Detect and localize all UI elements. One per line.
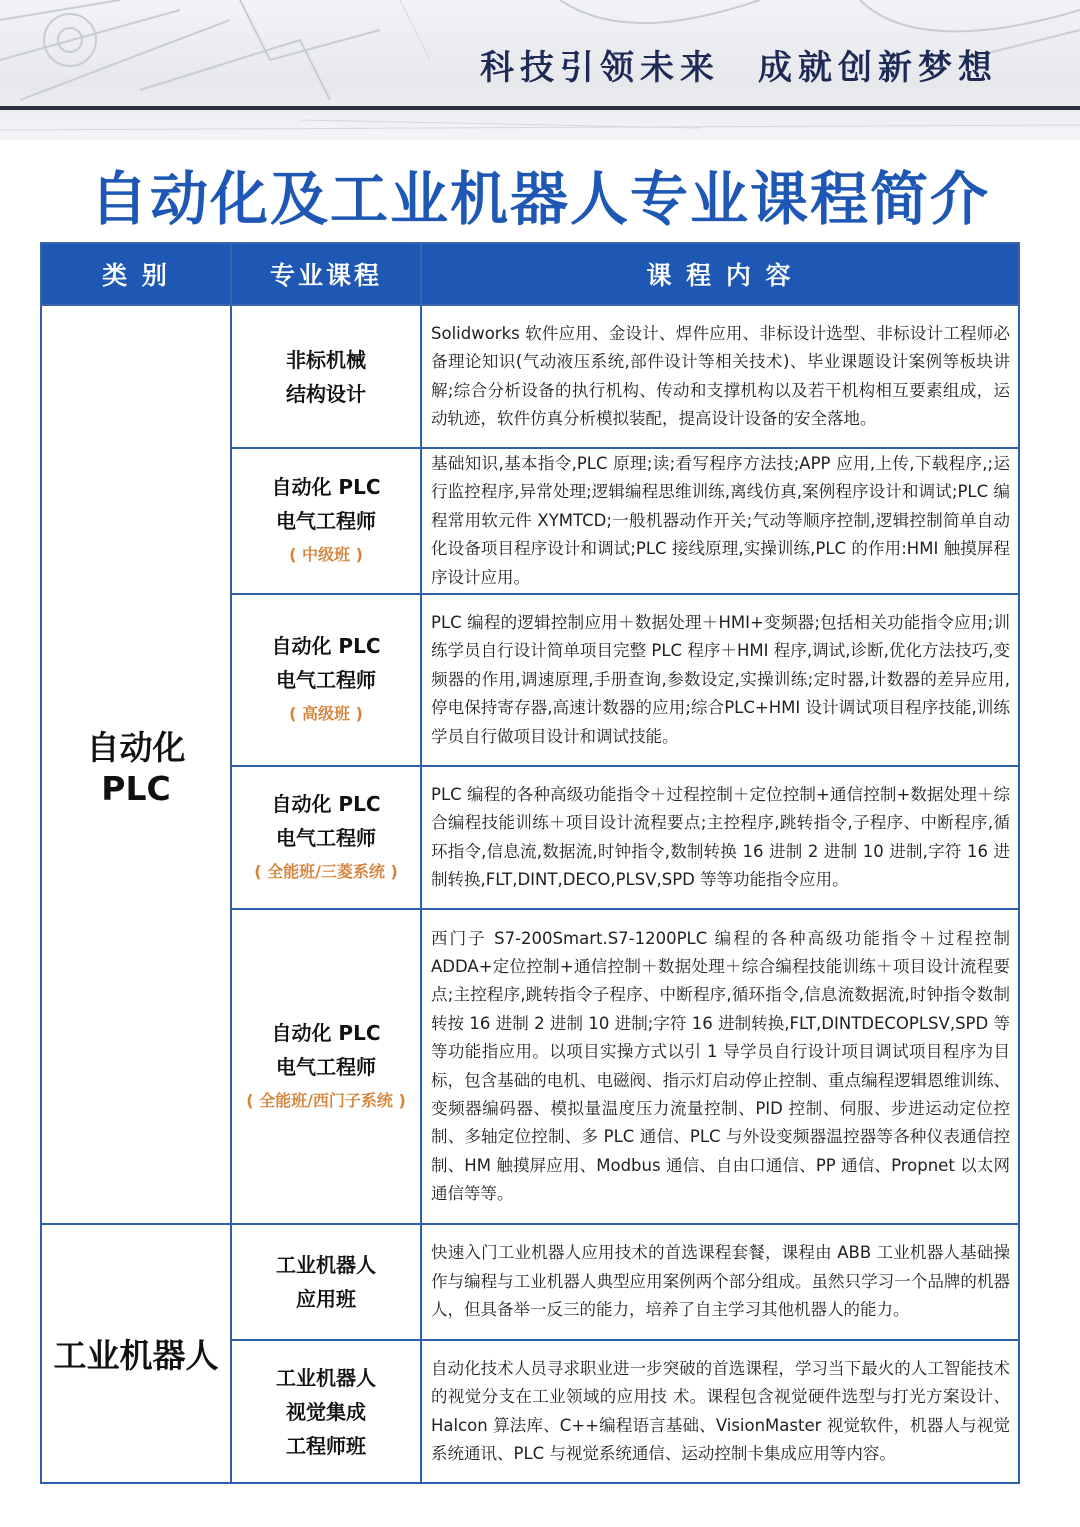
course-line: 电气工程师: [276, 668, 376, 693]
course-level: ( 高级班 ): [289, 704, 363, 724]
course-content: 自动化技术人员寻求职业进一步突破的首选课程，学习当下最火的人工智能技术的视觉分支在工业领域的应用技 术。课程包含视觉硬件选型与打光方案设计、Halcon 算法库、C++编程语言基础、VisionMaster 视觉软件，机器人与视觉系统通讯、PLC 与视觉系统通信、运动控制卡集成应用等内容。: [421, 1340, 1019, 1483]
course-line: 自动化 PLC: [271, 634, 381, 659]
course-line: 非标机械: [286, 347, 366, 372]
course-level: ( 中级班 ): [289, 545, 363, 565]
course-line: 工业机器人: [276, 1253, 376, 1278]
table-header-row: [41, 243, 1019, 305]
page-title: 自动化及工业机器人专业课程简介: [89, 165, 990, 233]
category-plc: 自动化 PLC: [41, 305, 231, 1224]
course-name: [231, 1224, 421, 1340]
course-table: [40, 242, 1020, 1484]
course-line: 自动化 PLC: [271, 791, 381, 816]
course-name: [231, 594, 421, 766]
course-content: 快速入门工业机器人应用技术的首选课程套餐，课程由 ABB 工业机器人基础操作与编程与工业机器人典型应用案例两个部分组成。虽然只学习一个品牌的机器人，但具备举一反三的能力，培养了自主学习其他机器人的能力。: [421, 1224, 1019, 1340]
table-row: [41, 305, 1019, 448]
course-line: 电气工程师: [276, 1054, 376, 1079]
course-name: [231, 909, 421, 1224]
category-robot: 工业机器人: [41, 1224, 231, 1483]
header-course: 专业课程: [231, 243, 421, 305]
course-content: PLC 编程的各种高级功能指令＋过程控制＋定位控制+通信控制+数据处理＋综合编程技能训练＋项目设计流程要点;主控程序,跳转指令,子程序、中断程序,循环指令,信息流,数据流,时钟指令,数制转换 16 进制 2 进制 10 进制,字符 16 进制转换,FLT,DINT,DECO,PLSV,SPD 等等功能指令应用。: [421, 766, 1019, 909]
course-name: [231, 448, 421, 594]
header-content: 课 程 内 容: [421, 243, 1019, 305]
course-content: 西门子 S7-200Smart.S7-1200PLC 编程的各种高级功能指令＋过程控制 ADDA+定位控制+通信控制＋数据处理＋综合编程技能训练＋项目设计流程要点;主控程序,跳转指令子程序、中断程序,循环指令,信息流数据流,时钟指令数制转按 16 进制 2 进制 10 进制;字符 16 进制转换,FLT,DINTDECOPLSV,SPD 等等功能指应用。以项目实操方式以引 1 导学员自行设计项目调试项目程序为目标，包含基础的电机、电磁阀、指示灯启动停止控制、重点编程逻辑恩维训练、变频器编码器、模拟量温度压力流量控制、PID 控制、伺服、步进运动定位控制、多轴定位控制、多 PLC 通信、PLC 与外设变频器温控器等各种仪表通信控制、HM 触摸屏应用、Modbus 通信、自由口通信、PP 通信、Propnet 以太网通信等等。: [421, 909, 1019, 1224]
course-level: ( 全能班/西门子系统 ): [246, 1090, 406, 1110]
course-name: [231, 766, 421, 909]
course-line: 电气工程师: [276, 509, 376, 534]
course-name: [231, 1340, 421, 1483]
course-name: [231, 305, 421, 448]
slogan-left: 科技引领未来: [480, 48, 720, 88]
course-level: ( 全能班/三菱系统 ): [254, 861, 398, 881]
course-line: 视觉集成: [286, 1399, 366, 1424]
course-content: Solidworks 软件应用、金设计、焊件应用、非标设计选型、非标设计工程师必备理论知识(气动液压系统,部件设计等相关技术)、毕业课题设计案例等板块讲解;综合分析设备的执行机构、传动和支撑机构以及若干机构相互要素组成，运动轨迹，软件仿真分析模拟装配，提高设计设备的安全落地。: [421, 305, 1019, 448]
course-line: 工业机器人: [276, 1365, 376, 1390]
header-banner: [0, 0, 1080, 140]
course-line: 自动化 PLC: [271, 1020, 381, 1045]
course-line: 应用班: [296, 1287, 356, 1312]
course-content: 基础知识,基本指令,PLC 原理;读;看写程序方法技;APP 应用,上传,下载程序,;运行监控程序,异常处理;逻辑编程思维训练,离线仿真,案例程序设计和调试;PLC 编程常用软元件 XYMTCD;一般机器动作开关;气动等顺序控制,逻辑控制简单自动化设备项目程序设计和调试;PLC 接线原理,实操训练,PLC 的作用:HMI 触摸屏程序设计应用。: [421, 448, 1019, 594]
course-line: 工程师班: [286, 1433, 366, 1458]
course-line: 结构设计: [286, 381, 366, 406]
course-line: 电气工程师: [276, 825, 376, 850]
course-line: 自动化 PLC: [271, 475, 381, 500]
slogan: [480, 40, 998, 89]
course-content: PLC 编程的逻辑控制应用＋数据处理＋HMI+变频器;包括相关功能指令应用;训练学员自行设计简单项目完整 PLC 程序＋HMI 程序,调试,诊断,优化方法技巧,变频器的作用,调速原理,手册查询,参数设定,实操训练;定时器,计数器的差异应用,停电保持寄存器,高速计数器的应用;综合PLC+HMI 设计调试项目程序技能,训练学员自行做项目设计和调试技能。: [421, 594, 1019, 766]
header-category: 类 别: [41, 243, 231, 305]
slogan-right: 成就创新梦想: [758, 48, 998, 88]
header-divider: [0, 106, 1080, 110]
table-row: [41, 1224, 1019, 1340]
